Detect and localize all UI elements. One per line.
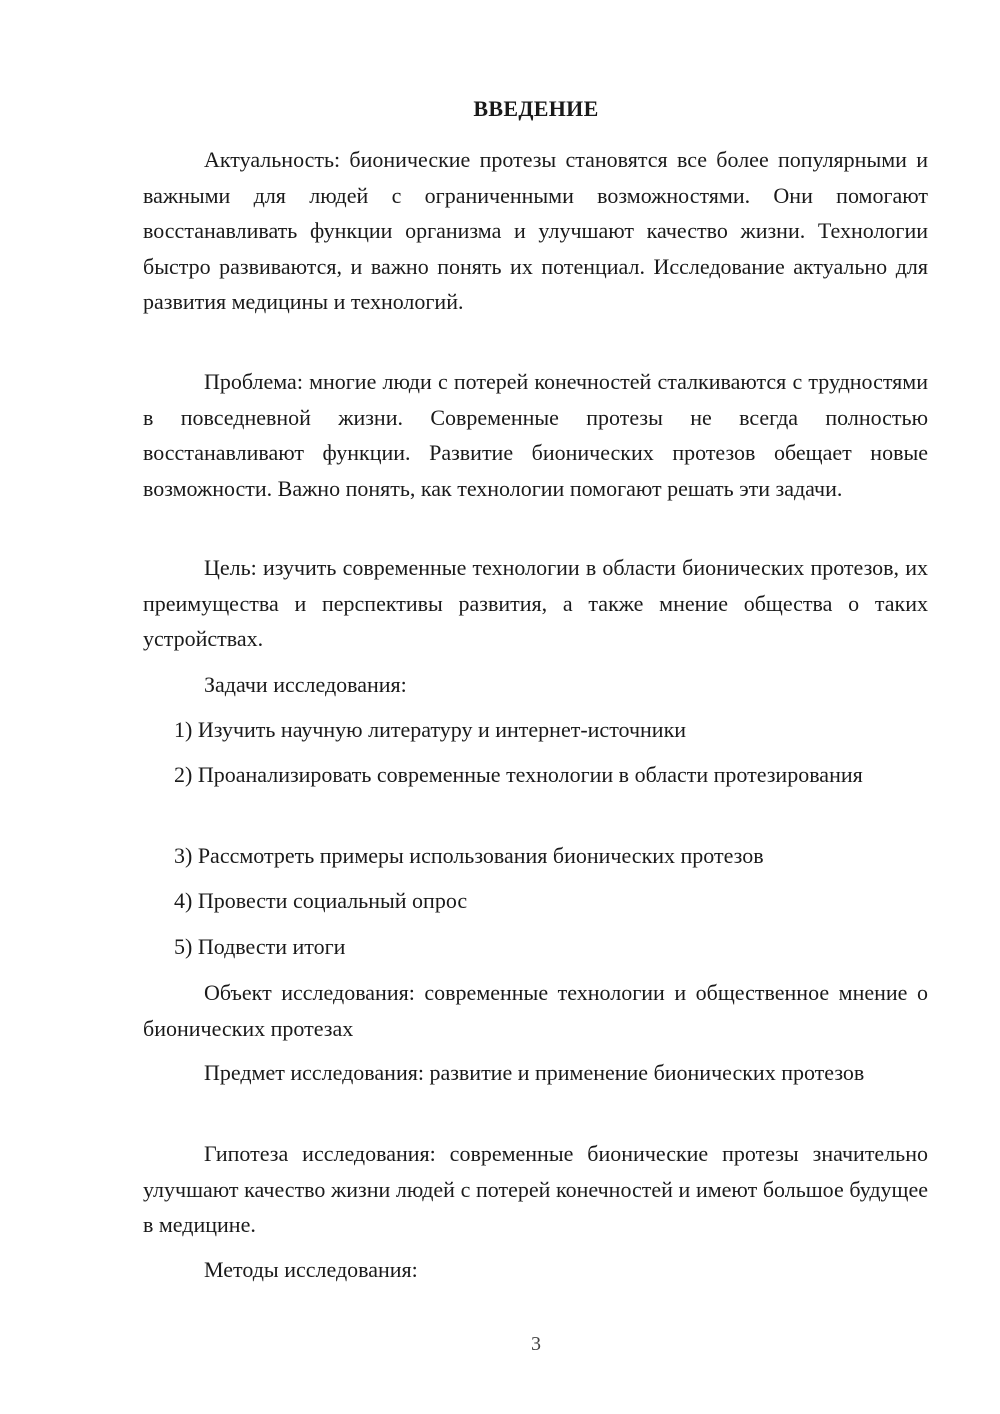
paragraph-subject: Предмет исследования: развитие и применение бионических протезов bbox=[204, 1060, 865, 1085]
paragraph-hypothesis: Гипотеза исследования: современные бионические протезы значительно улучшают качество жизни людей с потерей конечностей и имеют большое будущее в медицине. bbox=[143, 1141, 928, 1237]
list-item: 2) Проанализировать современные технологии в области протезирования bbox=[174, 762, 863, 787]
tasks-title: Задачи исследования: bbox=[204, 672, 407, 697]
paragraph-problem: Проблема: многие люди с потерей конечностей сталкиваются с трудностями в повседневной жизни. Современные протезы не всегда полностью восстанавливают функции. Развитие бионических протезов обещает новые возможности. Важно понять, как технологии помогают решать эти задачи. bbox=[143, 369, 928, 501]
list-item: 3) Рассмотреть примеры использования бионических протезов bbox=[174, 843, 764, 868]
list-item: 4) Провести социальный опрос bbox=[174, 888, 468, 913]
page-number: 3 bbox=[531, 1333, 541, 1355]
paragraph-relevance: Актуальность: бионические протезы становятся все более популярными и важными для людей с ограниченными возможностями. Они помогают восстанавливать функции организма и улучшают качество жизни. Технологии быстро развиваются, и важно понять их потенциал. Исследование актуально для развития медицины и технологий. bbox=[143, 147, 928, 314]
paragraph-object: Объект исследования: современные технологии и общественное мнение о бионических протезах bbox=[143, 980, 928, 1041]
paragraph-goal: Цель: изучить современные технологии в области бионических протезов, их преимущества и перспективы развития, а также мнение общества о таких устройствах. bbox=[143, 555, 928, 651]
page-title: ВВЕДЕНИЕ bbox=[473, 96, 599, 121]
list-item: 1) Изучить научную литературу и интернет-источники bbox=[174, 717, 687, 742]
methods-title: Методы исследования: bbox=[204, 1257, 418, 1282]
list-item: 5) Подвести итоги bbox=[174, 934, 346, 959]
